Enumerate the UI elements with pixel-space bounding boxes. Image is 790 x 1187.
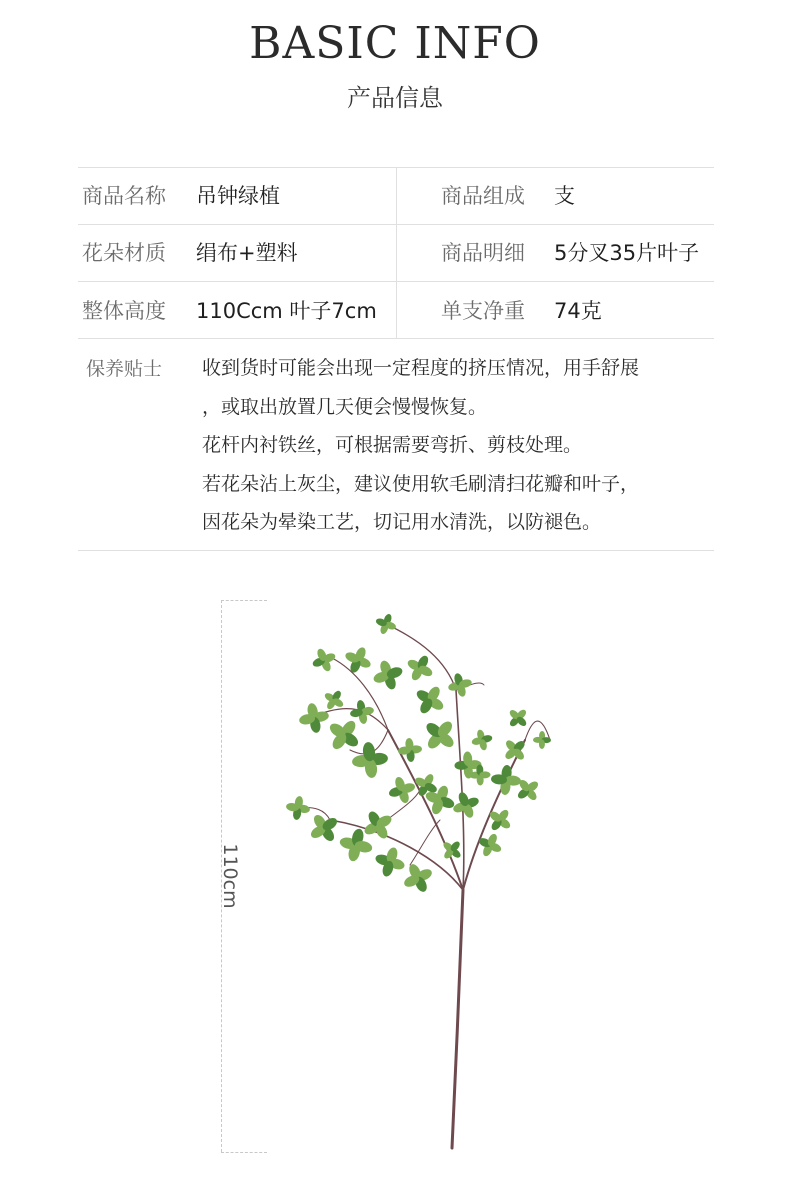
spec-value: 74克 (554, 299, 602, 323)
spec-label: 商品名称 (82, 184, 166, 208)
plant-illustration (270, 600, 570, 1160)
plant-branch (452, 890, 463, 1148)
leaf-cluster (411, 681, 448, 718)
spec-label: 整体高度 (82, 299, 166, 323)
spec-value: 5分叉35片叶子 (554, 241, 700, 265)
leaf-cluster (503, 703, 532, 732)
table-divider (78, 338, 714, 339)
leaf-cluster (366, 653, 410, 697)
care-tip-line: 若花朵沾上灰尘，建议使用软毛刷清扫花瓣和叶子， (202, 473, 640, 495)
dimension-label: 110cm (219, 843, 241, 909)
plant-branch (410, 820, 440, 865)
spec-value: 绢布+塑料 (196, 241, 298, 265)
leaf-cluster (467, 725, 498, 756)
leaf-cluster (382, 770, 422, 810)
leaf-cluster (530, 728, 554, 752)
leaf-cluster (484, 804, 516, 836)
care-tip-line: 花杆内衬铁丝，可根据需要弯折、剪枝处理。 (202, 434, 583, 456)
leaf-cluster (343, 645, 373, 675)
spec-label: 商品组成 (441, 184, 525, 208)
plant-branch (386, 624, 456, 690)
care-tip-line: 因花朵为晕染工艺，切记用水清洗，以防褪色。 (202, 511, 602, 533)
leaf-cluster (283, 793, 313, 823)
dimension-cap-bottom (221, 1152, 267, 1153)
spec-value: 支 (554, 184, 575, 208)
title-chinese: 产品信息 (347, 84, 443, 112)
spec-label: 单支净重 (441, 299, 525, 323)
table-column-divider (396, 167, 397, 338)
leaf-cluster (322, 713, 365, 756)
leaf-cluster (375, 613, 397, 635)
care-tip-line: 收到货时可能会出现一定程度的挤压情况，用手舒展 (202, 357, 640, 379)
spec-value: 110Ccm 叶子7cm (196, 299, 377, 323)
title-english: BASIC INFO (249, 18, 541, 69)
spec-label: 商品明细 (441, 241, 525, 265)
leaf-cluster (404, 652, 436, 684)
dimension-cap-top (221, 600, 267, 601)
section-divider (78, 550, 714, 551)
spec-label: 花朵材质 (82, 241, 166, 265)
care-tips-label: 保养贴士 (86, 358, 163, 380)
leaf-cluster (418, 713, 463, 758)
care-tip-line: ，或取出放置几天便会慢慢恢复。 (202, 396, 488, 418)
leaf-cluster (373, 845, 406, 878)
plant-branch (456, 690, 464, 890)
spec-value: 吊钟绿植 (196, 184, 280, 208)
